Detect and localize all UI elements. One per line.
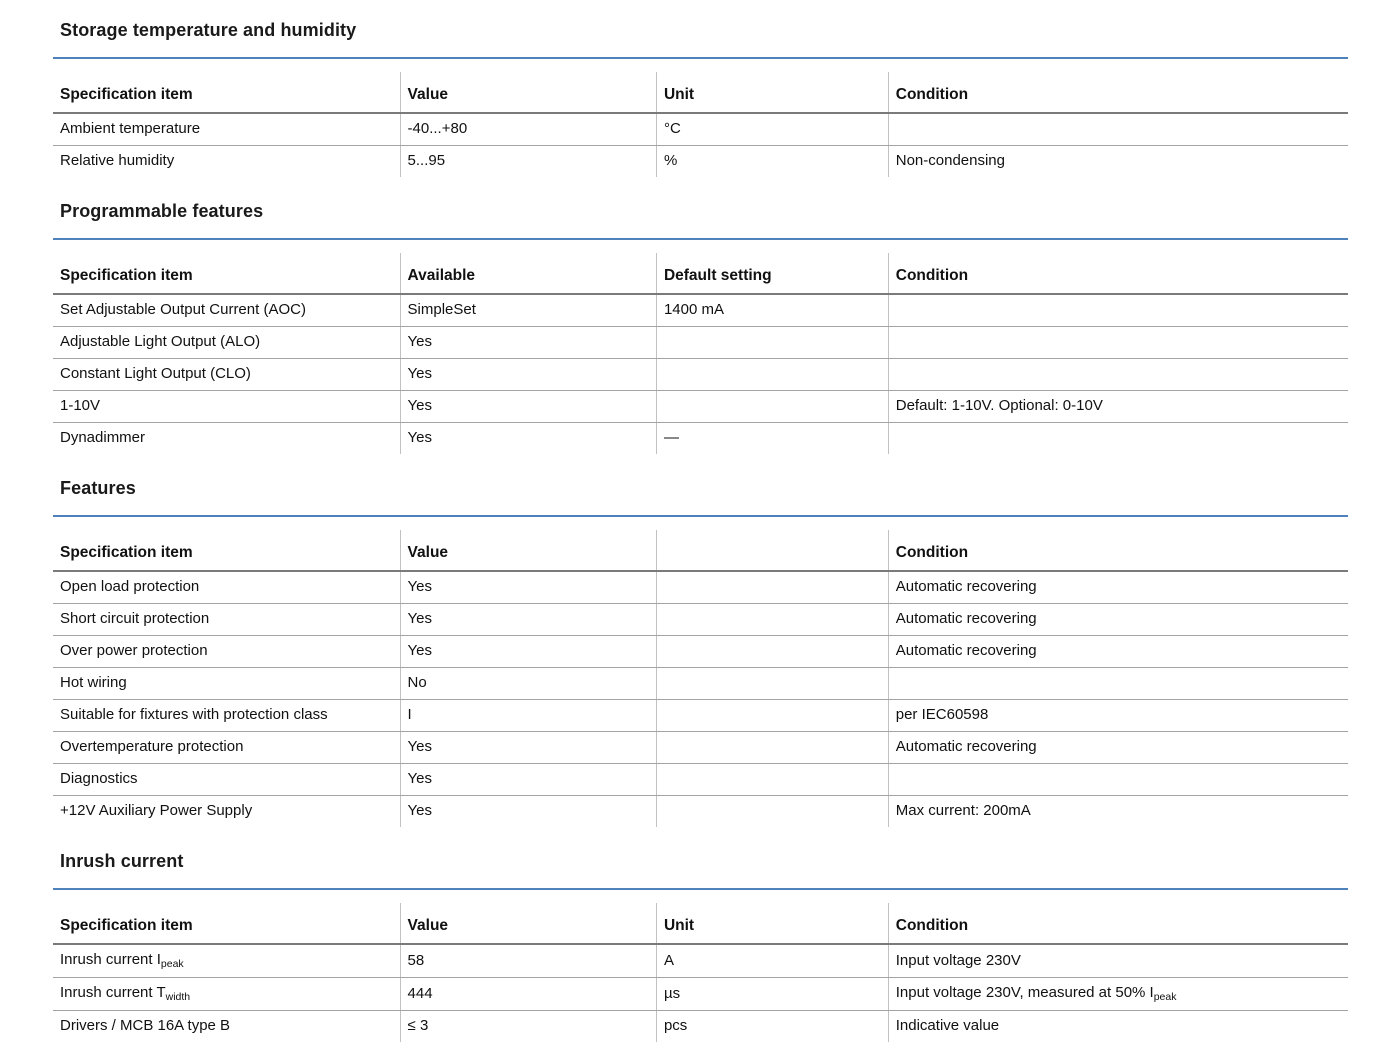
spec-cell: µs [656,978,888,1011]
spec-cell: Yes [400,423,656,455]
spec-cell: Adjustable Light Output (ALO) [53,327,400,359]
column-header: Condition [888,530,1348,571]
spec-table [53,530,1348,827]
spec-cell: Overtemperature protection [53,732,400,764]
section-divider-rule [53,888,1348,890]
spec-cell [53,978,400,1011]
column-header: Specification item [53,72,400,113]
column-header: Condition [888,903,1348,944]
spec-cell: Drivers / MCB 16A type B [60,1017,231,1034]
spec-cell: A [656,944,888,978]
section-divider-rule [53,238,1348,240]
column-header: Default setting [656,253,888,294]
cell-text: Inrush current I [60,951,161,968]
column-header: Condition [888,72,1348,113]
spec-cell: Open load protection [53,571,400,604]
spec-cell: Diagnostics [53,764,400,796]
spec-cell [656,700,888,732]
spec-cell: per IEC60598 [888,700,1348,732]
spec-cell: ≤ 3 [400,1011,656,1043]
spec-cell: Relative humidity [60,152,175,169]
spec-cell [888,978,1348,1011]
cell-subscript: peak [1153,991,1177,1003]
spec-cell: — [656,423,888,455]
spec-cell: Indicative value [888,1011,1348,1043]
spec-cell: Yes [400,327,656,359]
section-title: Features [60,478,136,498]
spec-cell [888,327,1348,359]
spec-cell: No [400,668,656,700]
spec-cell [888,294,1348,327]
spec-cell [888,359,1348,391]
table-row [53,668,1348,700]
section-title: Programmable features [60,201,264,221]
spec-cell: Max current: 200mA [888,796,1348,828]
column-header [656,530,888,571]
table-header-row [53,530,1348,571]
section-divider-rule [53,515,1348,517]
spec-cell: Yes [400,604,656,636]
table-row [53,391,1348,423]
spec-cell: 1-10V [53,391,400,423]
spec-cell [888,668,1348,700]
column-header: Available [400,253,656,294]
spec-cell: Suitable for fixtures with protection class [53,700,400,732]
spec-cell: Input voltage 230V [888,944,1348,978]
table-row [53,571,1348,604]
spec-cell: 5...95 [400,146,656,178]
column-header: Specification item [53,253,400,294]
spec-cell: Set Adjustable Output Current (AOC) [53,294,400,327]
table-row [53,796,1348,828]
spec-cell: Short circuit protection [53,604,400,636]
spec-table [53,903,1348,1042]
cell-subscript: width [165,991,191,1003]
spec-cell: I [400,700,656,732]
spec-cell: pcs [656,1011,888,1043]
spec-section [53,851,1348,1042]
spec-cell: °C [656,113,888,146]
table-row [53,423,1348,455]
spec-cell: Automatic recovering [888,636,1348,668]
spec-cell [656,391,888,423]
cell-subscript: peak [160,958,184,970]
table-row [53,146,1348,178]
spec-cell [53,944,400,978]
table-row [53,294,1348,327]
table-row [53,944,1348,978]
table-row [53,1011,1348,1043]
spec-cell: % [656,146,888,178]
spec-cell: Yes [400,764,656,796]
spec-cell [656,604,888,636]
spec-cell [656,636,888,668]
spec-cell [888,113,1348,146]
spec-cell: Yes [400,571,656,604]
spec-cell [656,571,888,604]
spec-cell: +12V Auxiliary Power Supply [60,802,253,819]
table-header-row [53,72,1348,113]
table-row [53,327,1348,359]
table-row [53,359,1348,391]
spec-cell: -40...+80 [400,113,656,146]
spec-cell [656,668,888,700]
table-header-row [53,253,1348,294]
section-divider-rule [53,57,1348,59]
spec-cell: Yes [400,636,656,668]
spec-cell: Yes [400,732,656,764]
spec-cell: SimpleSet [400,294,656,327]
spec-cell: 58 [400,944,656,978]
column-header: Specification item [53,530,400,571]
spec-cell: Hot wiring [53,668,400,700]
spec-cell: Dynadimmer [60,429,146,446]
column-header: Unit [656,903,888,944]
spec-cell [656,796,888,828]
table-row [53,604,1348,636]
spec-cell: Automatic recovering [888,732,1348,764]
spec-cell [888,423,1348,455]
spec-cell: 444 [400,978,656,1011]
spec-cell: 1400 mA [656,294,888,327]
cell-text: Input voltage 230V, measured at 50% I [895,984,1154,1001]
table-row [53,700,1348,732]
column-header: Condition [888,253,1348,294]
spec-cell [888,764,1348,796]
table-row [53,113,1348,146]
table-row [53,732,1348,764]
spec-cell: Default: 1-10V. Optional: 0-10V [888,391,1348,423]
spec-cell [656,764,888,796]
table-row [53,764,1348,796]
column-header: Value [400,72,656,113]
cell-text: Inrush current T [60,984,166,1001]
spec-section [53,201,1348,454]
spec-cell: Automatic recovering [888,571,1348,604]
spec-cell [656,359,888,391]
column-header: Value [400,530,656,571]
spec-cell: Constant Light Output (CLO) [53,359,400,391]
section-title: Storage temperature and humidity [60,20,357,40]
spec-section [53,478,1348,827]
table-row [53,636,1348,668]
spec-cell: Automatic recovering [888,604,1348,636]
spec-cell: Yes [400,796,656,828]
column-header: Specification item [53,903,400,944]
table-row [53,978,1348,1011]
section-title: Inrush current [60,851,184,871]
spec-cell: Over power protection [53,636,400,668]
table-header-row [53,903,1348,944]
spec-cell: Yes [400,359,656,391]
spec-cell [656,327,888,359]
spec-table [53,253,1348,454]
column-header: Unit [656,72,888,113]
spec-cell [656,732,888,764]
spec-cell: Non-condensing [888,146,1348,178]
spec-cell: Ambient temperature [53,113,400,146]
spec-cell: Yes [400,391,656,423]
spec-table [53,72,1348,177]
spec-section [53,20,1348,177]
column-header: Value [400,903,656,944]
